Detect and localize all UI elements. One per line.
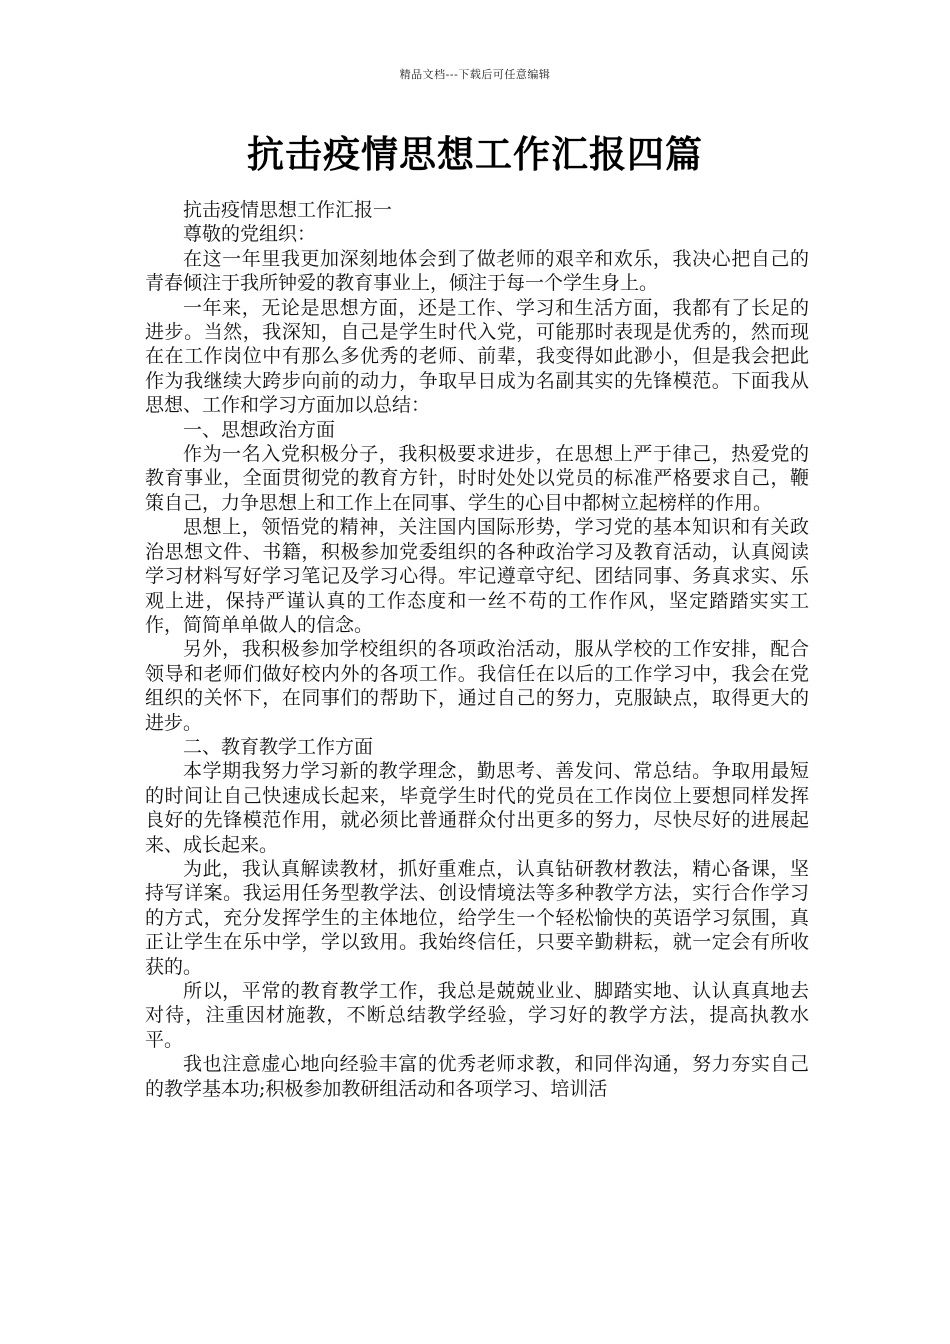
paragraph: 为此，我认真解读教材，抓好重难点，认真钻研教材教法，精心备课，坚持写详案。我运用任务型教学法、创设情境法等多种教学方法，实行合作学习的方式，充分发挥学生的主体地位，给学生一个轻松愉快的英语学习氛围，真正让学生在乐中学，学以致用。我始终信任，只要辛勤耕耘，就一定会有所收获的。 — [145, 857, 809, 978]
salutation: 尊敬的党组织： — [183, 223, 317, 246]
section-heading: 抗击疫情思想工作汇报一 — [183, 199, 393, 221]
subsection-heading: 二、教育教学工作方面 — [183, 735, 374, 758]
paragraph: 在这一年里我更加深刻地体会到了做老师的艰辛和欢乐，我决心把自己的青春倾注于我所钟爱的教育事业上，倾注于每一个学生身上。 — [145, 247, 809, 295]
header-note: 精品文档---下载后可任意编辑 — [399, 68, 551, 81]
paragraph: 我也注意虚心地向经验丰富的优秀老师求教，和同伴沟通，努力夯实自己的教学基本功;积极参加教研组活动和各项学习、培训活 — [145, 1053, 809, 1100]
paragraph: 本学期我努力学习新的教学理念，勤思考、善发问、常总结。争取用最短的时间让自己快速成长起来，毕竟学生时代的党员在工作岗位上要想同样发挥良好的先锋模范作用，就必须比普通群众付出更多的努力，尽快尽好的进展起来、成长起来。 — [145, 760, 809, 856]
document-title: 抗击疫情思想工作汇报四篇 — [247, 132, 703, 176]
paragraph: 一年来，无论是思想方面，还是工作、学习和生活方面，我都有了长足的进步。当然，我深知，自己是学生时代入党，可能那时表现是优秀的，然而现在在工作岗位中有那么多优秀的老师、前辈，我变得如此渺小，但是我会把此作为我继续大跨步向前的动力，争取早日成为名副其实的先锋模范。下面我从思想、工作和学习方面加以总结： — [145, 296, 809, 417]
paragraph: 思想上，领悟党的精神，关注国内国际形势，学习党的基本知识和有关政治思想文件、书籍，积极参加党委组织的各种政治学习及教育活动，认真阅读学习材料写好学习笔记及学习心得。牢记遵章守纪、团结同事、务真求实、乐观上进，保持严谨认真的工作态度和一丝不苟的工作作风，坚定踏踏实实工作，简简单单做人的信念。 — [145, 516, 809, 636]
paragraph: 作为一名入党积极分子，我积极要求进步，在思想上严于律己，热爱党的教育事业，全面贯彻党的教育方针，时时处处以党员的标准严格要求自己，鞭策自己，力争思想上和工作上在同事、学生的心目中都树立起榜样的作用。 — [145, 443, 809, 514]
document-body — [145, 198, 809, 1101]
paragraph: 另外，我积极参加学校组织的各项政治活动，服从学校的工作安排，配合领导和老师们做好校内外的各项工作。我信任在以后的工作学习中，我会在党组织的关怀下，在同事们的帮助下，通过自己的努力，克服缺点，取得更大的进步。 — [145, 638, 809, 734]
subsection-heading: 一、思想政治方面 — [183, 418, 336, 441]
paragraph: 所以，平常的教育教学工作，我总是兢兢业业、脚踏实地、认认真真地去对待，注重因材施教，不断总结教学经验，学习好的教学方法，提高执教水平。 — [145, 980, 809, 1051]
